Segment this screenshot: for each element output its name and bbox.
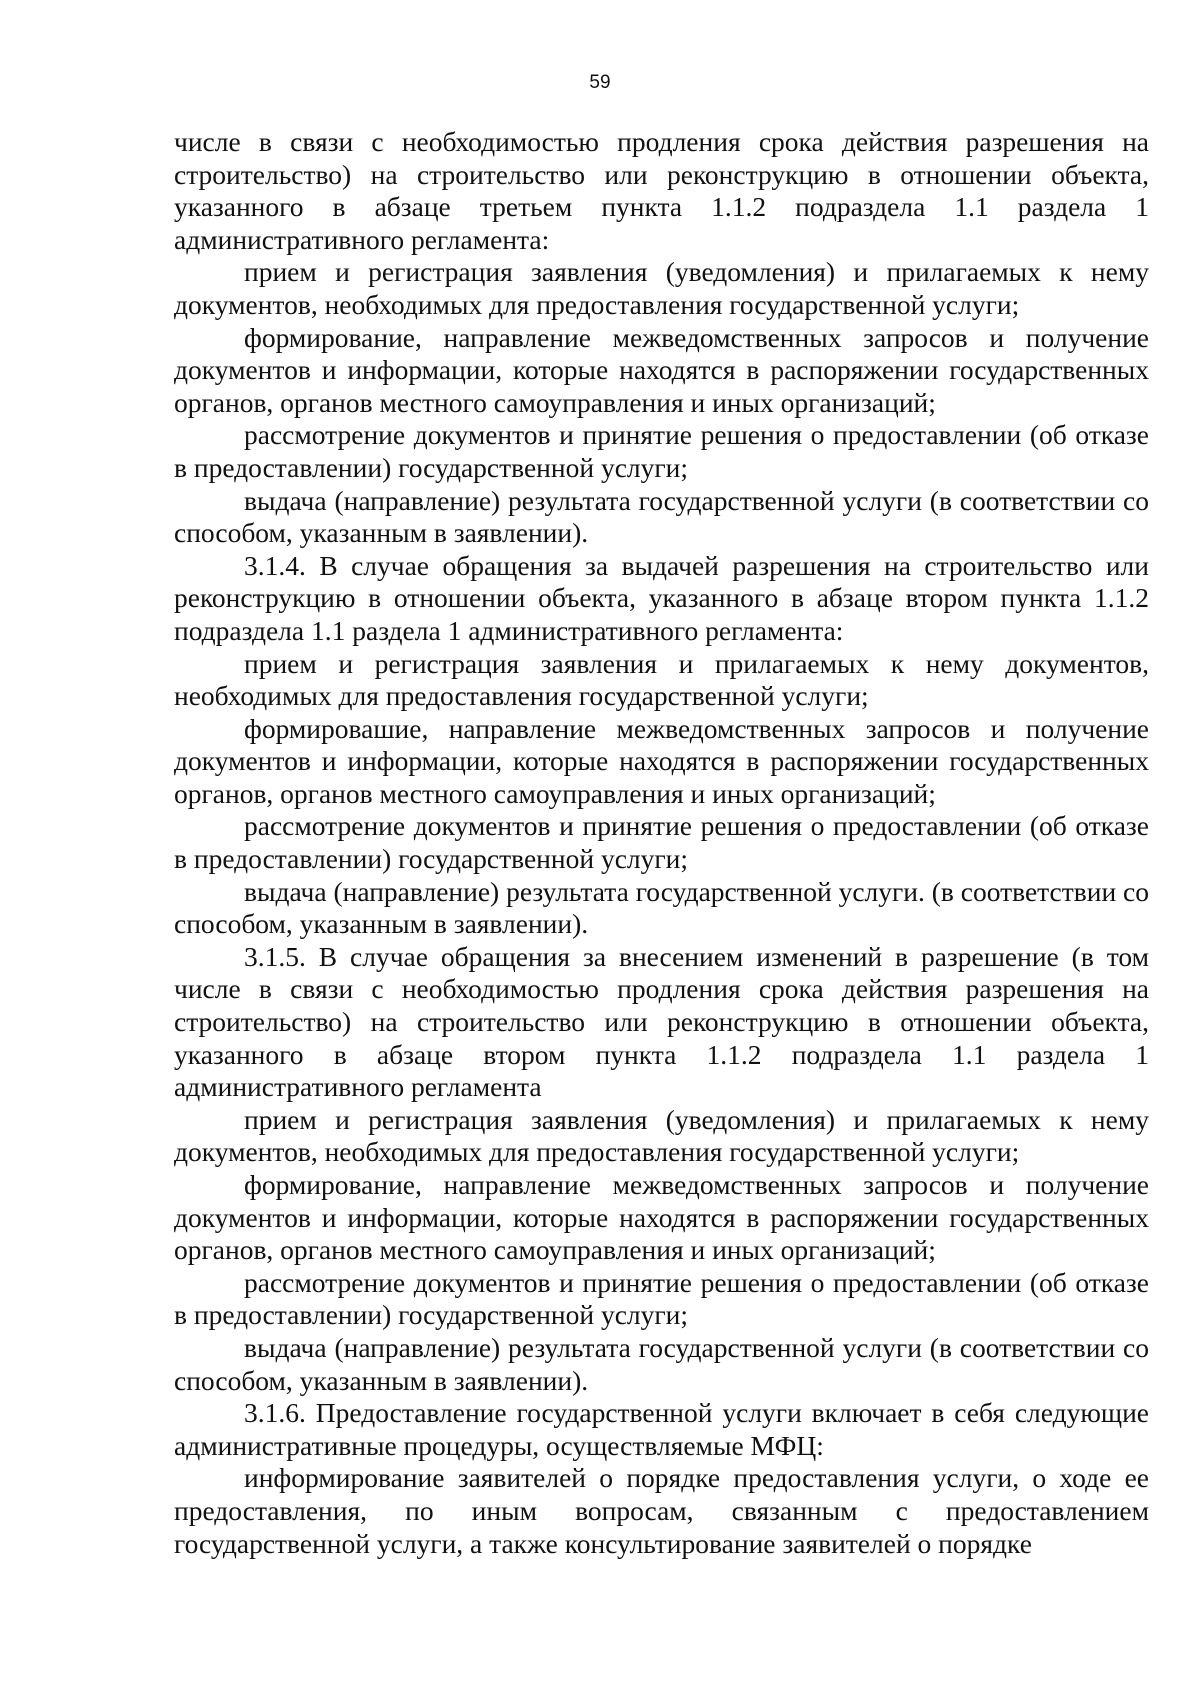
paragraph: выдача (направление) результата государственной услуги (в соответствии со способом, указанным в заявлении). bbox=[174, 484, 1149, 549]
paragraph: формирование, направление межведомственных запросов и получение документов и информации, которые находятся в распоряжении государственных органов, органов местного самоуправления и иных организаций; bbox=[174, 1169, 1149, 1266]
page-number: 59 bbox=[589, 72, 611, 93]
paragraph: числе в связи с необходимостью продления срока действия разрешения на строительство) на строительство или реконструкцию в отношении объекта, указанного в абзаце третьем пункта 1.1.2 подраздела 1.1 раздела 1 административного регламента: bbox=[174, 126, 1149, 255]
document-body bbox=[174, 126, 1149, 1560]
paragraph: рассмотрение документов и принятие решения о предоставлении (об отказе в предоставлении) государственной услуги; bbox=[174, 810, 1149, 875]
section-paragraph-3-1-6: 3.1.6. Предоставление государственной услуги включает в себя следующие административные процедуры, осуществляемые МФЦ: bbox=[174, 1397, 1149, 1461]
paragraph: выдача (направление) результата государственной услуги. (в соответствии со способом, указанным в заявлении). bbox=[174, 875, 1149, 940]
paragraph: рассмотрение документов и принятие решения о предоставлении (об отказе в предоставлении) государственной услуги; bbox=[174, 419, 1149, 483]
paragraph: рассмотрение документов и принятие решения о предоставлении (об отказе в предоставлении) государственной услуги; bbox=[174, 1266, 1149, 1331]
paragraph: выдача (направление) результата государственной услуги (в соответствии со способом, указанным в заявлении). bbox=[174, 1331, 1149, 1396]
paragraph: прием и регистрация заявления и прилагаемых к нему документов, необходимых для предоставления государственной услуги; bbox=[174, 647, 1149, 712]
paragraph: формирование, направление межведомственных запросов и получение документов и информации, которые находятся в распоряжении государственных органов, органов местного самоуправления и иных организаций; bbox=[174, 321, 1149, 418]
section-paragraph-3-1-4: 3.1.4. В случае обращения за выдачей разрешения на строительство или реконструкцию в отношении объекта, указанного в абзаце втором пункта 1.1.2 подраздела 1.1 раздела 1 административного регламента: bbox=[174, 549, 1149, 646]
paragraph: формировашие, направление межведомственных запросов и получение документов и информации, которые находятся в распоряжении государственных органов, органов местного самоуправления и иных организаций; bbox=[174, 712, 1149, 809]
paragraph: информирование заявителей о порядке предоставления услуги, о ходе ее предоставления, по иным вопросам, связанным с предоставлением государственной услуги, а также консультирование заявителей о порядке bbox=[174, 1462, 1149, 1559]
paragraph: прием и регистрация заявления (уведомления) и прилагаемых к нему документов, необходимых для предоставления государственной услуги; bbox=[174, 1103, 1149, 1168]
paragraph: прием и регистрация заявления (уведомления) и прилагаемых к нему документов, необходимых для предоставления государственной услуги; bbox=[174, 256, 1149, 320]
section-paragraph-3-1-5: 3.1.5. В случае обращения за внесением изменений в разрешение (в том числе в связи с необходимостью продления срока действия разрешения на строительство) на строительство или реконструкцию в отношении объекта, указанного в абзаце втором пункта 1.1.2 подраздела 1.1 раздела 1 административного регламента bbox=[174, 940, 1149, 1103]
